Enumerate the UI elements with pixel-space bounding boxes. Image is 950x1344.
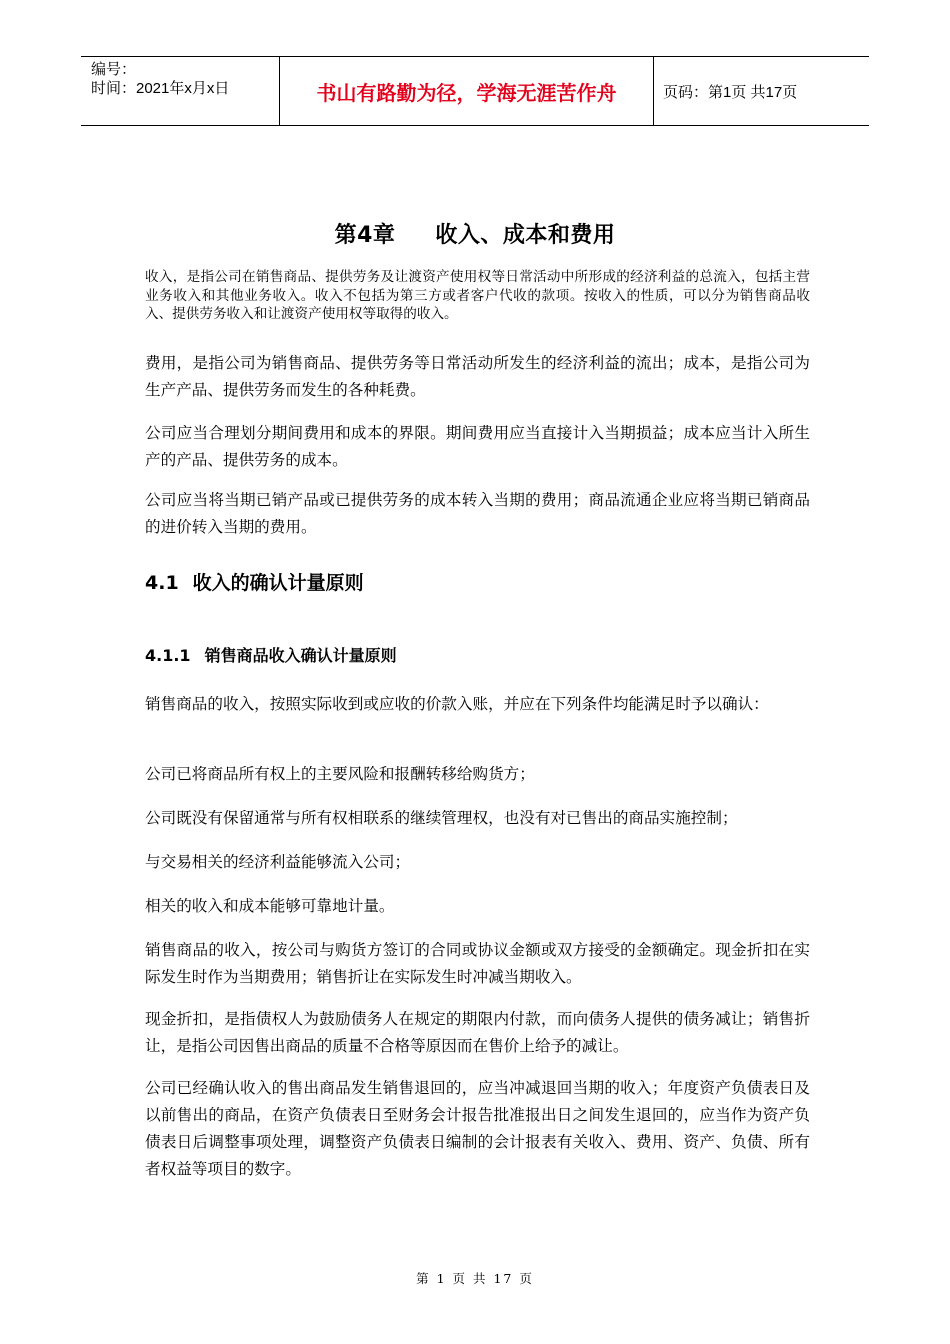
subsection-number: 4.1.1	[145, 646, 191, 665]
chapter-name: 收入、成本和费用	[435, 223, 616, 248]
header-motto: 书山有路勤为径，学海无涯苦作舟	[280, 57, 654, 125]
header-number-label: 编号：	[91, 61, 137, 78]
section-number: 4.1	[145, 572, 179, 594]
body-paragraph: 相关的收入和成本能够可靠地计量。	[145, 897, 395, 915]
intro-paragraph: 公司应当将当期已销产品或已提供劳务的成本转入当期的费用；商品流通企业应将当期已销商品的进价转入当期的费用。	[145, 491, 810, 536]
page-header	[81, 56, 869, 126]
section-title: 收入的确认计量原则	[192, 572, 364, 594]
intro-paragraph: 费用，是指公司为销售商品、提供劳务等日常活动所发生的经济利益的流出；成本，是指公司为生产产品、提供劳务而发生的各种耗费。	[145, 354, 810, 399]
intro-paragraph: 公司应当合理划分期间费用和成本的界限。期间费用应当直接计入当期损益；成本应当计入所生产的产品、提供劳务的成本。	[145, 424, 810, 469]
subsection-title: 销售商品收入确认计量原则	[204, 646, 397, 665]
body-paragraph: 公司已将商品所有权上的主要风险和报酬转移给购货方；	[145, 765, 535, 783]
chapter-number: 第4章	[334, 223, 396, 248]
header-meta	[81, 57, 280, 125]
subsection-heading	[145, 643, 397, 666]
body-paragraph: 销售商品的收入，按公司与购货方签订的合同或协议金额或双方接受的金额确定。现金折扣在实际发生时作为当期费用；销售折让在实际发生时冲减当期收入。	[145, 941, 810, 986]
section-heading	[145, 568, 364, 595]
intro-paragraph: 收入，是指公司在销售商品、提供劳务及让渡资产使用权等日常活动中所形成的经济利益的总流入，包括主营业务收入和其他业务收入。收入不包括为第三方或者客户代收的款项。按收入的性质，可以分为销售商品收入、提供劳务收入和让渡资产使用权等取得的收入。	[145, 269, 810, 322]
body-paragraph: 公司已经确认收入的售出商品发生销售退回的，应当冲减退回当期的收入；年度资产负债表日及以前售出的商品，在资产负债表日至财务会计报告批准报出日之间发生退回的，应当作为资产负债表日后调整事项处理，调整资产负债表日编制的会计报表有关收入、费用、资产、负债、所有者权益等项目的数字。	[145, 1079, 810, 1178]
page-footer: 第 1 页 共 17 页	[416, 1271, 534, 1286]
chapter-title	[0, 218, 950, 249]
header-time-label: 时间：2021年x月x日	[91, 80, 230, 97]
body-paragraph: 销售商品的收入，按照实际收到或应收的价款入账，并应在下列条件均能满足时予以确认：	[145, 695, 769, 713]
body-paragraph: 与交易相关的经济利益能够流入公司；	[145, 853, 411, 871]
body-paragraph: 公司既没有保留通常与所有权相联系的继续管理权，也没有对已售出的商品实施控制；	[145, 809, 738, 827]
body-paragraph: 现金折扣，是指债权人为鼓励债务人在规定的期限内付款，而向债务人提供的债务减让；销售折让，是指公司因售出商品的质量不合格等原因而在售价上给予的减让。	[145, 1010, 810, 1055]
header-page-info: 页码：第1页 共17页	[663, 83, 798, 101]
